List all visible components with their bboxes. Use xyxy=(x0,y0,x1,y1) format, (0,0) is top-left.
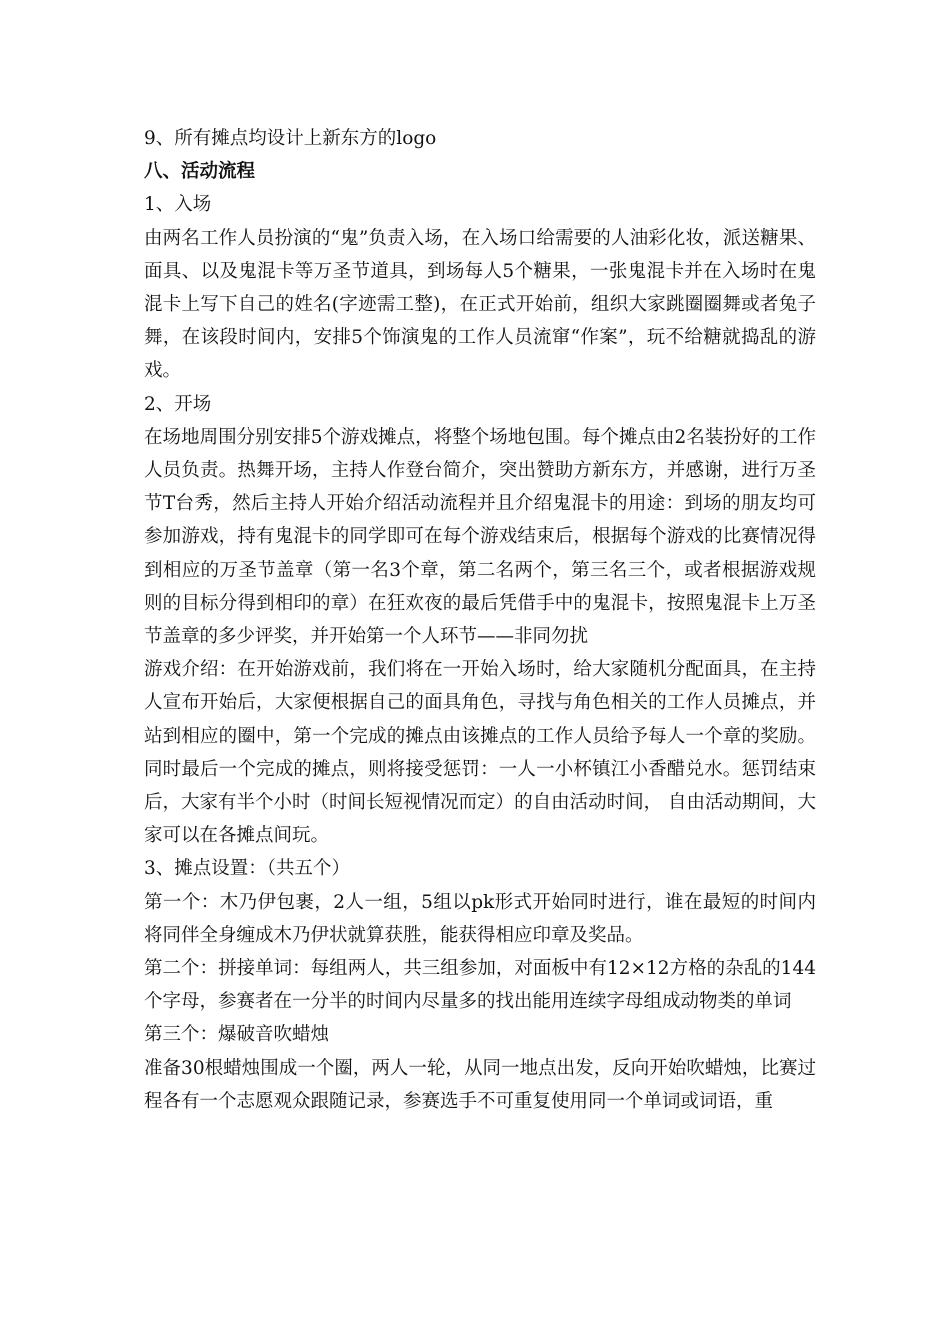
paragraph-booth-3: 准备30根蜡烛围成一个圈，两人一轮，从同一地点出发，反向开始吹蜡烛，比赛过程各有一个志愿观众跟随记录，参赛选手不可重复使用同一个单词或词语，重 xyxy=(144,1057,816,1112)
subheading-opening: 2、开场 xyxy=(144,393,212,415)
subheading-entry: 1、入场 xyxy=(144,194,212,216)
subheading-booth-setup: 3、摊点设置：（共五个） xyxy=(144,858,351,880)
paragraph-booth-2: 第二个：拼接单词：每组两人，共三组参加，对面板中有12×12方格的杂乱的144个字母，参赛者在一分半的时间内尽量多的找出能用连续字母组成动物类的单词 xyxy=(144,958,816,1013)
paragraph-game-intro: 游戏介绍：在开始游戏前，我们将在一开始入场时，给大家随机分配面具，在主持人宣布开始后，大家便根据自己的面具角色，寻找与角色相关的工作人员摊点，并站到相应的圈中，第一个完成的摊点由该摊点的工作人员给予每人一个章的奖励。同时最后一个完成的摊点，则将接受惩罚：一人一小杯镇江小香醋兑水。惩罚结束后，大家有半个小时（时间长短视情况而定）的自由活动时间， 自由活动期间，大家可以在各摊点间玩。 xyxy=(144,659,816,847)
section-heading-activity-flow: 八、活动流程 xyxy=(144,161,256,183)
paragraph-opening: 在场地周围分别安排5个游戏摊点，将整个场地包围。每个摊点由2名装扮好的工作人员负责。热舞开场，主持人作登台简介，突出赞助方新东方，并感谢，进行万圣节T台秀，然后主持人开始介绍活动流程并且介绍鬼混卡的用途：到场的朋友均可参加游戏，持有鬼混卡的同学即可在每个游戏结束后，根据每个游戏的比赛情况得到相应的万圣节盖章（第一名3个章，第二名两个，第三名三个，或者根据游戏规则的目标分得到相印的章）在狂欢夜的最后凭借手中的鬼混卡，按照鬼混卡上万圣节盖章的多少评奖，并开始第一个人环节——非同勿扰 xyxy=(144,426,816,648)
paragraph-logo-design: 9、所有摊点均设计上新东方的logo xyxy=(144,128,437,149)
paragraph-entry: 由两名工作人员扮演的“鬼”负责入场，在入场口给需要的人油彩化妆，派送糖果、面具、以及鬼混卡等万圣节道具，到场每人5个糖果，一张鬼混卡并在入场时在鬼混卡上写下自己的姓名(字迹需工整)，在正式开始前，组织大家跳圈圈舞或者兔子舞，在该段时间内，安排5个饰演鬼的工作人员流窜“作案”，玩不给糖就捣乱的游戏。 xyxy=(144,227,816,382)
document-body xyxy=(144,122,816,1118)
paragraph-booth-3-title: 第三个：爆破音吹蜡烛 xyxy=(144,1024,330,1046)
paragraph-booth-1: 第一个：木乃伊包裹，2人一组，5组以pk形式开始同时进行，谁在最短的时间内将同伴全身缠成木乃伊状就算获胜，能获得相应印章及奖品。 xyxy=(144,891,816,946)
